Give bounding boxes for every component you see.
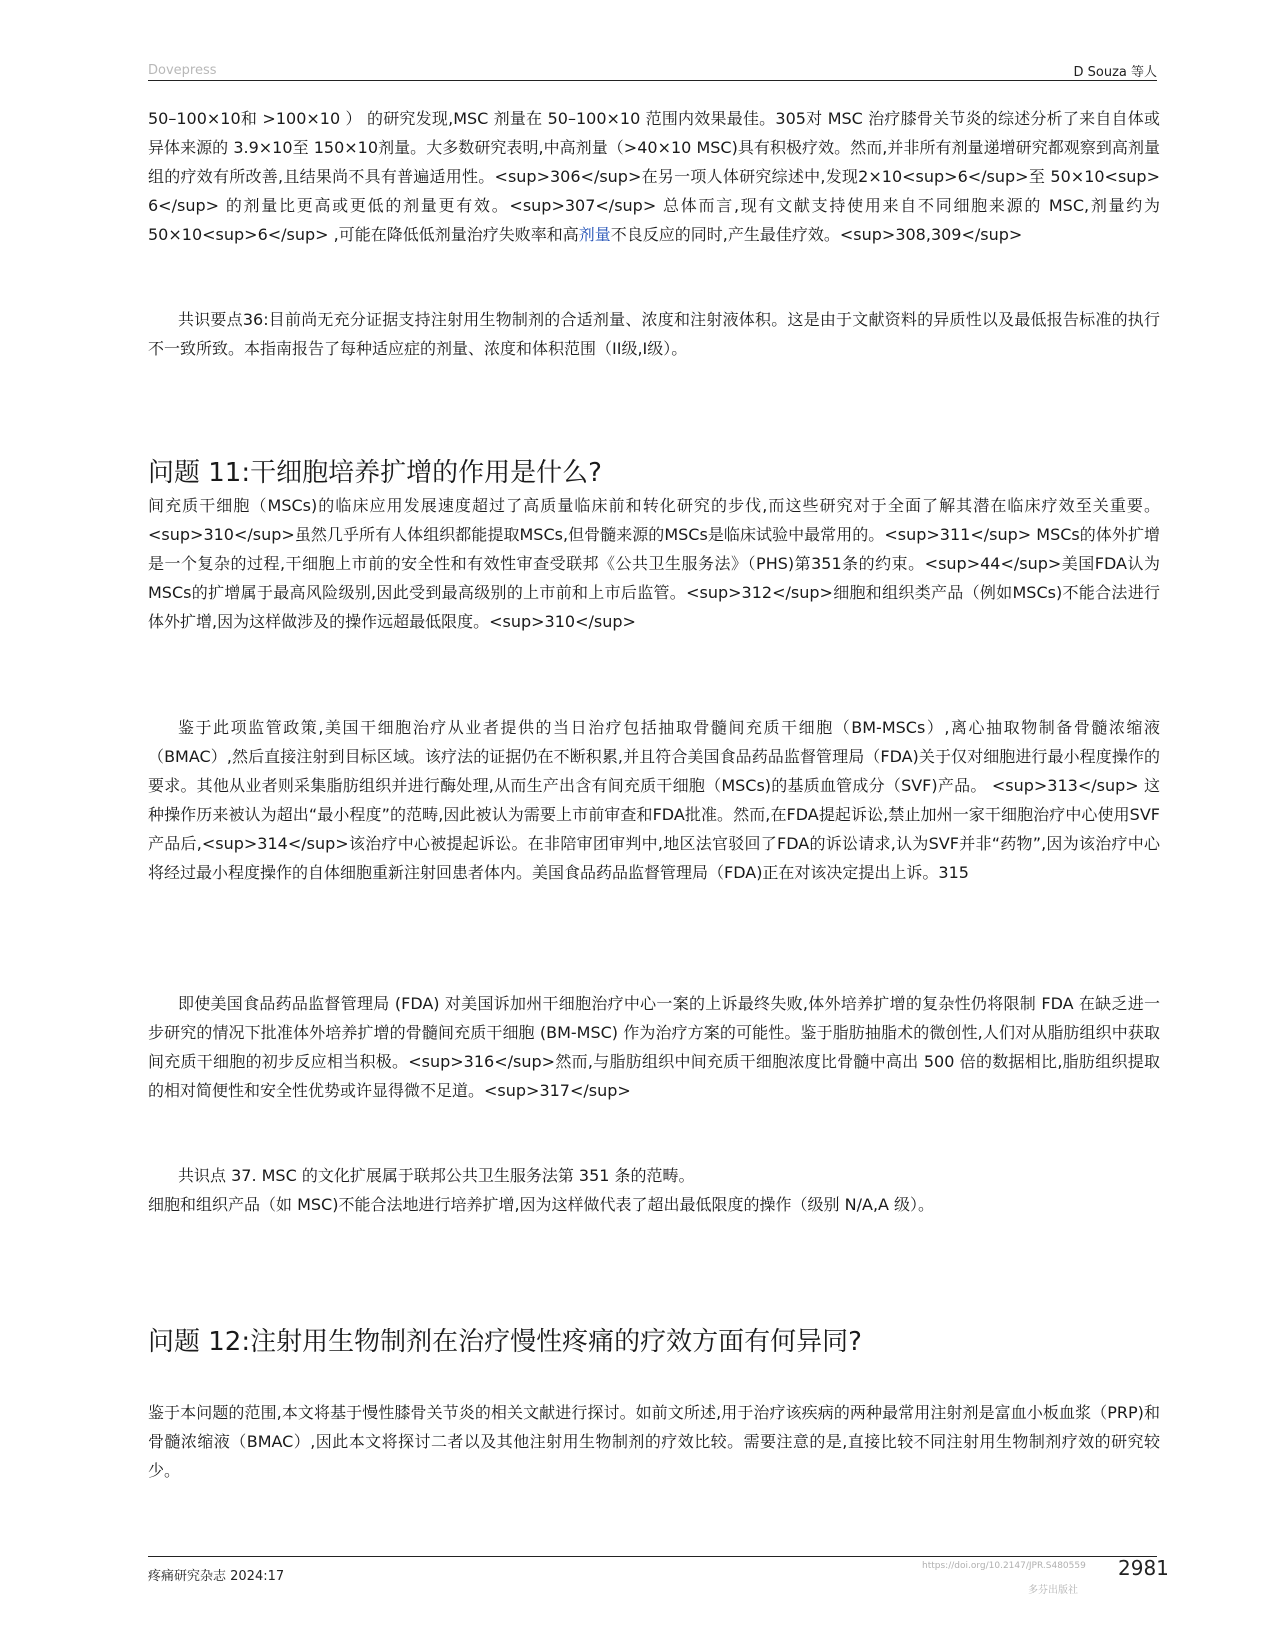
page-number: 2981 bbox=[1118, 1556, 1169, 1580]
footer-journal: 疼痛研究杂志 2024:17 bbox=[148, 1569, 285, 1584]
paragraph-text-tail: 不良反应的同时,产生最佳疗效。<sup>308,309</sup> bbox=[610, 225, 1023, 244]
header-rule bbox=[148, 80, 1157, 81]
consensus-point-37-detail: 细胞和组织产品（如 MSC)不能合法地进行培养扩增,因为这样做代表了超出最低限度的操作（级别 N/A,A 级）。 bbox=[148, 1195, 935, 1214]
dose-link[interactable]: 剂量 bbox=[578, 225, 611, 244]
paragraph-dose-results bbox=[148, 104, 1160, 249]
paragraph-same-day-treatment: 鉴于此项监管政策,美国干细胞治疗从业者提供的当日治疗包括抽取骨髓间充质干细胞（BM-MSCs）,离心抽取物制备骨髓浓缩液（BMAC）,然后直接注射到目标区域。该疗法的证据仍在不断积累,并且符合美国食品药品监督管理局（FDA)关于仅对细胞进行最小程度操作的要求。其他从业者则采集脂肪组织并进行酶处理,从而生产出含有间充质干细胞（MSCs)的基质血管成分（SVF)产品。 <sup>313</sup> 这种操作历来被认为超出“最小程度”的范畴,因此被认为需要上市前审查和FDA批准。然而,在FDA提起诉讼,禁止加州一家干细胞治疗中心使用SVF产品后,<sup>314</sup>该治疗中心被提起诉讼。在非陪审团审判中,地区法官驳回了FDA的诉讼请求,认为SVF并非“药物”,因为该治疗中心将经过最小程度操作的自体细胞重新注射回患者体内。美国食品药品监督管理局（FDA)正在对该决定提出上诉。315 bbox=[148, 718, 1160, 882]
consensus-point-37: 共识点 37. MSC 的文化扩展属于联邦公共卫生服务法第 351 条的范畴。 bbox=[178, 1166, 695, 1185]
footer-rule bbox=[148, 1556, 1157, 1557]
paragraph-biologics-comparison: 鉴于本问题的范围,本文将基于慢性膝骨关节炎的相关文献进行探讨。如前文所述,用于治疗该疾病的两种最常用注射剂是富血小板血浆（PRP)和骨髓浓缩液（BMAC）,因此本文将探讨二者以及其他注射用生物制剂的疗效比较。需要注意的是,直接比较不同注射用生物制剂疗效的研究较少。 bbox=[148, 1403, 1160, 1480]
paragraph-text: 50–100×10和 >100×10 ） 的研究发现,MSC 剂量在 50–100×10 范围内效果最佳。305对 MSC 治疗膝骨关节炎的综述分析了来自自体或异体来源的 3.9×10至 150×10剂量。大多数研究表明,中高剂量（>40×10 MSC)具有积极疗效。然而,并非所有剂量递增研究都观察到高剂量组的疗效有所改善,且结果尚不具有普遍适用性。<sup>306</sup>在另一项人体研究综述中,发现2×10<sup>6</sup>至 50×10<sup> 6</sup> 的剂量比更高或更低的剂量更有效。<sup>307</sup> 总体而言,现有文献支持使用来自不同细胞来源的 MSC,剂量约为 50×10<sup>6</sup> ,可能在降低低剂量治疗失败率和高 bbox=[148, 109, 1160, 244]
consensus-point-36: 共识要点36:目前尚无充分证据支持注射用生物制剂的合适剂量、浓度和注射液体积。这是由于文献资料的异质性以及最低报告标准的执行不一致所致。本指南报告了每种适应症的剂量、浓度和体积范围（II级,I级）。 bbox=[148, 310, 1160, 358]
question-12-heading: 问题 12:注射用生物制剂在治疗慢性疼痛的疗效方面有何异同? bbox=[148, 1327, 862, 1357]
header-journal-name: Dovepress bbox=[148, 63, 217, 78]
header-authors: D Souza 等人 bbox=[1073, 65, 1157, 80]
paragraph-msc-regulation: 间充质干细胞（MSCs)的临床应用发展速度超过了高质量临床前和转化研究的步伐,而这些研究对于全面了解其潜在临床疗效至关重要。<sup>310</sup>虽然几乎所有人体组织都能提取MSCs,但骨髓来源的MSCs是临床试验中最常用的。<sup>311</sup> MSCs的体外扩增是一个复杂的过程,干细胞上市前的安全性和有效性审查受联邦《公共卫生服务法》（PHS)第351条的约束。<sup>44</sup>美国FDA认为MSCs的扩增属于最高风险级别,因此受到最高级别的上市前和上市后监管。<sup>312</sup>细胞和组织类产品（例如MSCs)不能合法进行体外扩增,因为这样做涉及的操作远超最低限度。<sup>310</sup> bbox=[148, 496, 1160, 631]
paragraph-fda-appeal: 即使美国食品药品监督管理局 (FDA) 对美国诉加州干细胞治疗中心一案的上诉最终失败,体外培养扩增的复杂性仍将限制 FDA 在缺乏进一步研究的情况下批准体外培养扩增的骨髓间充质干细胞 (BM-MSC) 作为治疗方案的可能性。鉴于脂肪抽脂术的微创性,人们对从脂肪组织中获取间充质干细胞的初步反应相当积极。<sup>316</sup>然而,与脂肪组织中间充质干细胞浓度比骨髓中高出 500 倍的数据相比,脂肪组织提取的相对简便性和安全性优势或许显得微不足道。<sup>317</sup> bbox=[148, 994, 1160, 1100]
question-11-heading: 问题 11:干细胞培养扩增的作用是什么? bbox=[148, 458, 602, 488]
footer-publisher: 多芬出版社 bbox=[1028, 1585, 1078, 1596]
footer-doi-link[interactable]: https://doi.org/10.2147/JPR.S480559 bbox=[922, 1561, 1086, 1571]
